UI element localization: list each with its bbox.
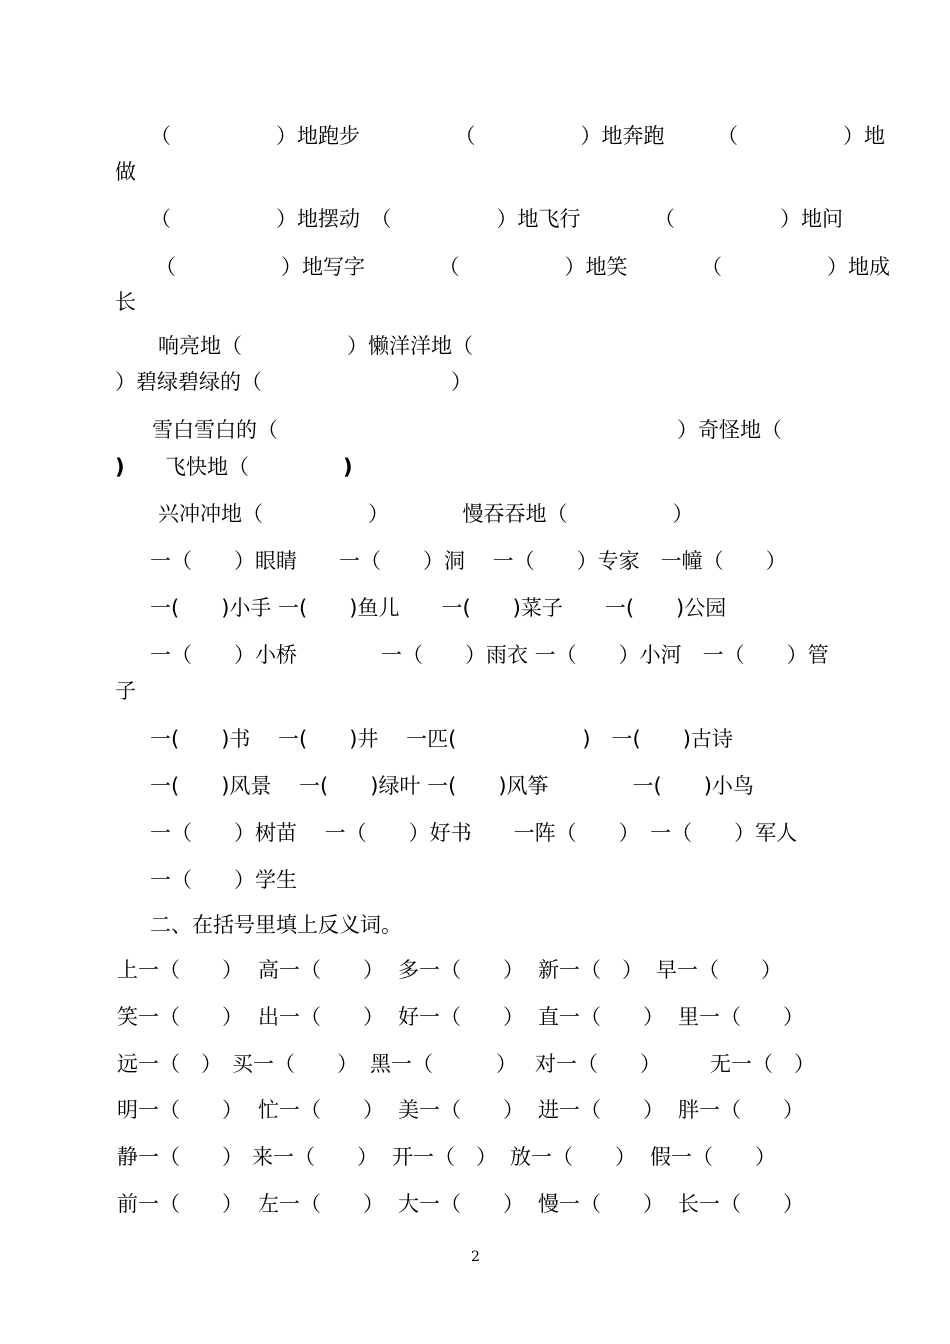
exercise-line: 做 bbox=[115, 160, 136, 184]
exercise-line: 子 bbox=[115, 679, 136, 703]
antonym-item: 假一（ ） bbox=[650, 1145, 776, 1169]
antonym-item: 明一（ ） bbox=[117, 1098, 243, 1122]
antonym-item: 出一（ ） bbox=[258, 1005, 384, 1029]
antonym-item: 放一（ ） bbox=[510, 1145, 636, 1169]
antonym-item: 早一（ ） bbox=[656, 958, 782, 982]
antonym-item: 黑一（ ） bbox=[370, 1052, 517, 1076]
antonym-item: 直一（ ） bbox=[538, 1005, 664, 1029]
exercise-line: 长 bbox=[115, 290, 136, 314]
exercise-line: 一（ ）学生 bbox=[150, 868, 297, 892]
antonym-item: 里一（ ） bbox=[678, 1005, 804, 1029]
exercise-line: 一( )书 一( )井 一匹( ) 一( )古诗 bbox=[150, 727, 733, 751]
antonym-item: 远一（ ） bbox=[117, 1052, 222, 1076]
exercise-line: 飞快地（ bbox=[165, 455, 249, 479]
exercise-line: 一（ ）树苗 一（ ）好书 一阵（ ） 一（ ）军人 bbox=[150, 821, 798, 845]
antonym-item: 新一（ ） bbox=[538, 958, 643, 982]
section-heading: 二、在括号里填上反义词。 bbox=[150, 913, 402, 937]
exercise-line: ) bbox=[343, 455, 353, 479]
exercise-line: 一( )风景 一( )绿叶 一( )风筝 一( )小鸟 bbox=[150, 774, 754, 798]
page-number: 2 bbox=[471, 1249, 480, 1265]
antonym-item: 好一（ ） bbox=[398, 1005, 524, 1029]
antonym-item: 多一（ ） bbox=[398, 958, 524, 982]
antonym-item: 大一（ ） bbox=[398, 1192, 524, 1216]
antonym-item: 开一（ ） bbox=[392, 1145, 497, 1169]
antonym-item: 来一（ ） bbox=[252, 1145, 378, 1169]
antonym-item: 长一（ ） bbox=[678, 1192, 804, 1216]
antonym-item: 胖一（ ） bbox=[678, 1098, 804, 1122]
antonym-item: 高一（ ） bbox=[258, 958, 384, 982]
exercise-line: 响亮地（ ）懒洋洋地（ bbox=[158, 334, 473, 358]
exercise-line: 一（ ）小桥 一（ ）雨衣 一（ ）小河 一（ ）管 bbox=[150, 643, 829, 667]
antonym-item: 对一（ ） bbox=[535, 1052, 661, 1076]
antonym-item: 无一（ ） bbox=[710, 1052, 815, 1076]
antonym-item: 笑一（ ） bbox=[117, 1005, 243, 1029]
exercise-line: ）碧绿碧绿的（ ） bbox=[115, 370, 472, 394]
antonym-item: 美一（ ） bbox=[398, 1098, 524, 1122]
exercise-line: 一( )小手 一( )鱼儿 一( )菜子 一( )公园 bbox=[150, 596, 727, 620]
exercise-line: （ ）地写字 （ ）地笑 （ ）地成 bbox=[155, 255, 890, 279]
exercise-line: 兴冲冲地（ ） 慢吞吞地（ ） bbox=[158, 502, 694, 526]
antonym-item: 买一（ ） bbox=[232, 1052, 358, 1076]
antonym-item: 前一（ ） bbox=[117, 1192, 243, 1216]
antonym-item: 进一（ ） bbox=[538, 1098, 664, 1122]
exercise-line: 雪白雪白的（ ）奇怪地（ bbox=[152, 418, 782, 442]
exercise-line: 一（ ）眼睛 一（ ）洞 一（ ）专家 一幢（ ） bbox=[150, 549, 787, 573]
exercise-line: ) bbox=[115, 455, 125, 479]
antonym-item: 忙一（ ） bbox=[258, 1098, 384, 1122]
antonym-item: 左一（ ） bbox=[258, 1192, 384, 1216]
antonym-item: 静一（ ） bbox=[117, 1145, 243, 1169]
antonym-item: 慢一（ ） bbox=[538, 1192, 664, 1216]
exercise-line: （ ）地摆动 （ ）地飞行 （ ）地问 bbox=[150, 207, 843, 231]
exercise-line: （ ）地跑步 （ ）地奔跑 （ ）地 bbox=[150, 124, 885, 148]
antonym-item: 上一（ ） bbox=[117, 958, 243, 982]
